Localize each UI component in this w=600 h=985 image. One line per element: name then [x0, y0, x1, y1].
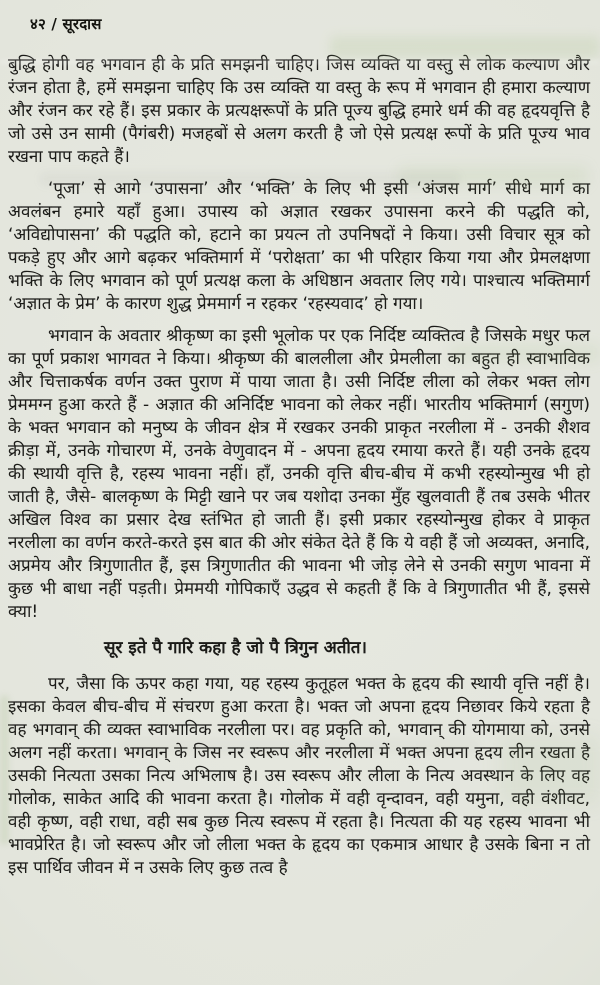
paragraph: बुद्धि होगी वह भगवान ही के प्रति समझनी चाहिए। जिस व्यक्ति या वस्तु से लोक कल्याण और रंजन होता है, हमें समझना चाहिए कि उस व्यक्ति या वस्तु के रूप में भगवान ही हमारा कल्याण और रंजन कर रहे हैं। इस प्रकार के प्रत्यक्षरूपों के प्रति पूज्य बुद्धि हमारे धर्म की वह हृदयवृत्ति है जो उसे उन सामी (पैगंबरी) मजहबों से अलग करती है जो ऐसे प्रत्यक्ष रूपों के प्रति पूज्य भाव रखना पाप कहते हैं।: [8, 55, 590, 167]
page-body: [8, 54, 590, 880]
verse-quote: सूर इते पै गारि कहा है जो पै त्रिगुन अतीत।: [104, 638, 367, 658]
paragraph: पर, जैसा कि ऊपर कहा गया, यह रहस्य कुतूहल भक्त के हृदय की स्थायी वृत्ति नहीं है। इसका केवल बीच-बीच में संचरण हुआ करता है। भक्त जो अपना हृदय निछावर किये रहता है वह भगवान् की व्यक्त स्वाभाविक नरलीला पर। वह प्रकृति को, भगवान् की योगमाया को, उनसे अलग नहीं करता। भगवान् के जिस नर स्वरूप और नरलीला में भक्त अपना हृदय लीन रखता है उसकी नित्यता उसका नित्य अभिलाष है। उस स्वरूप और लीला के नित्य अवस्थान के लिए वह गोलोक, साकेत आदि की भावना करता है। गोलोक में वही वृन्दावन, वही यमुना, वही वंशीवट, वही कृष्ण, वही राधा, वही सब कुछ नित्य स्वरूप में रहता है। नित्यता की यह रहस्य भावना भी भावप्रेरित है। जो स्वरूप और जो लीला भक्त के हृदय का एकमात्र आधार है उसके बिना न तो इस पार्थिव जीवन में न उसके लिए कुछ तत्व है: [8, 674, 590, 878]
page-header: ४२ / सूरदास: [30, 15, 102, 33]
paragraph: भगवान के अवतार श्रीकृष्ण का इसी भूलोक पर एक निर्दिष्ट व्यक्तित्व है जिसके मधुर फल का पूर्ण प्रकाश भागवत ने किया। श्रीकृष्ण की बाललीला और प्रेमलीला का बहुत ही स्वाभाविक और चित्ताकर्षक वर्णन उक्त पुराण में पाया जाता है। उसी निर्दिष्ट लीला को लेकर भक्त लोग प्रेममग्न हुआ करते हैं - अज्ञात की अनिर्दिष्ट भावना को लेकर नहीं। भारतीय भक्तिमार्ग (सगुण) के भक्त भगवान को मनुष्य के जीवन क्षेत्र में रखकर उनकी प्राकृत नरलीला में - उनकी शैशव क्रीड़ा में, उनके गोचारण में, उनके वेणुवादन में - अपना हृदय रमाया करते हैं। यही उनके हृदय की स्थायी वृत्ति है, रहस्य भावना नहीं। हाँ, उनकी वृत्ति बीच-बीच में कभी रहस्योन्मुख भी हो जाती है, जैसे- बालकृष्ण के मिट्टी खाने पर जब यशोदा उनका मुँह खुलवाती हैं तब उसके भीतर अखिल विश्व का प्रसार देख स्तंभित हो जाती हैं। इसी प्रकार रहस्योन्मुख होकर वे प्राकृत नरलीला का वर्णन करते-करते इस बात की ओर संकेत देते हैं कि ये वही हैं जो अव्यक्त, अनादि, अप्रमेय और त्रिगुणातीत हैं, इस त्रिगुणातीत की भावना भी जोड़ लेने से उनकी सगुण भावना में कुछ भी बाधा नहीं पड़ती। प्रेममयी गोपिकाएँ उद्धव से कहती हैं कि वे त्रिगुणातीत भी हैं, इससे क्या!: [8, 326, 590, 622]
paragraph: ‘पूजा’ से आगे ‘उपासना’ और ‘भक्ति’ के लिए भी इसी ‘अंजस मार्ग’ सीधे मार्ग का अवलंबन हमारे यहाँ हुआ। उपास्य को अज्ञात रखकर उपासना करने की पद्धति को, ‘अविद्योपासना’ की पद्धति को, हटाने का प्रयत्न तो उपनिषदों ने किया। उसी विचार सूत्र को पकड़े हुए और आगे बढ़कर भक्तिमार्ग में ‘परोक्षता’ का भी परिहार किया गया और प्रेमलक्षणा भक्ति के लिए भगवान को पूर्ण प्रत्यक्ष कला के अधिष्ठान अवतार लिए गये। पाश्चात्य भक्तिमार्ग ‘अज्ञात के प्रेम’ के कारण शुद्ध प्रेममार्ग न रहकर ‘रहस्यवाद’ हो गया।: [8, 179, 590, 314]
